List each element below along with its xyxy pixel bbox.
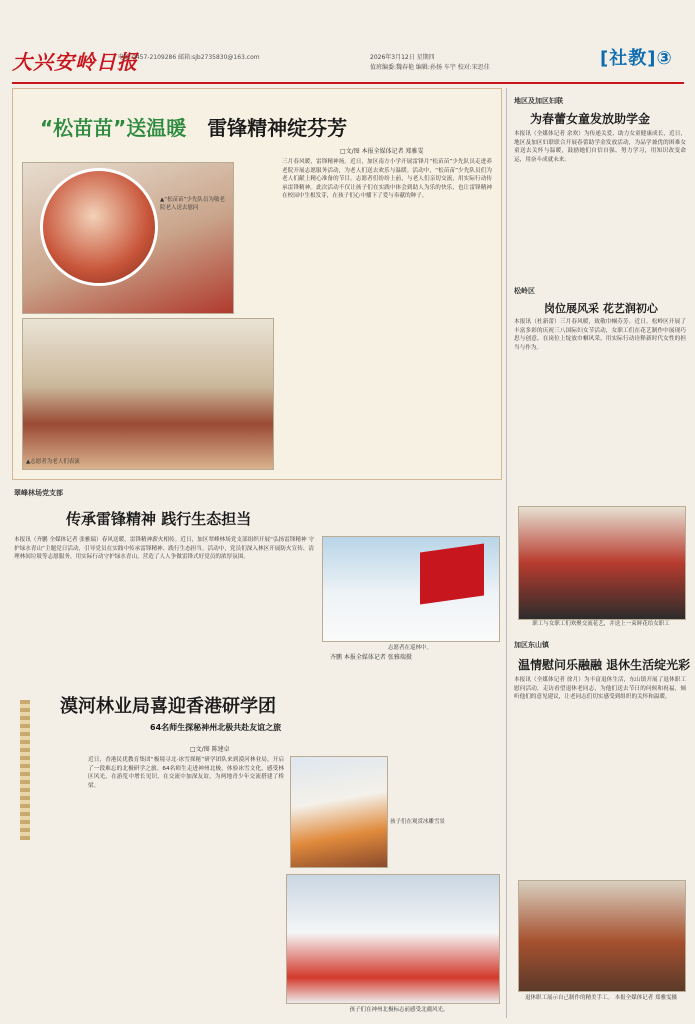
section-tag: [社教]③ xyxy=(600,48,673,69)
article2-headline: 传承雷锋精神 践行生态担当 xyxy=(66,510,252,528)
lead-body: 三月春风暖，雷锋精神扬。近日，加区南方小学开展雷锋月“松苗苗”少先队员走进养老院开展志愿服务活动，为老人们送去欢乐与温暖。活动中，“松苗苗”少先队员们为老人们献上精心准备的节目。志愿者们纷纷上前，与老人们亲切交流，用实际行动传承雷锋精神。此次活动不仅让孩子们在实践中体会到助人为乐的快乐，也让雷锋精神在校园中生根发芽，在孩子们心中播下了爱与奉献的种子。 xyxy=(282,159,492,200)
article2-photo-caption: 志愿者在巡林中。 xyxy=(387,645,432,651)
right-article3-caption-text: 退休职工展示自己制作的精美手工。 xyxy=(524,995,613,1001)
lead-headline xyxy=(40,112,347,141)
lead-photo-2-caption: ▲志愿者为老人们表演 xyxy=(26,459,80,465)
contact-info: 电话:0457-2109286 邮箱:sjb2735830@163.com xyxy=(118,54,260,61)
lead-byline: □文/图 本报全媒体记者 郑雅雯 xyxy=(340,148,424,155)
decorative-border-left xyxy=(20,700,30,840)
article3-subhead: 64名师生探秘神州北极共赴友谊之旅 xyxy=(150,723,282,732)
right-article3-photo-byline: 本报全媒体记者 郑雅雯摄 xyxy=(614,995,677,1001)
article3-photo-2 xyxy=(286,874,500,1004)
article3-headline: 漠河林业局喜迎香港研学团 xyxy=(60,696,276,717)
right-article2-headline: 岗位展风采 花艺润初心 xyxy=(544,302,658,315)
article2-body: 本报讯（齐鹏 全媒体记者 张雅瑞）春风送暖，雷锋精神薪火相传。近日，加区翠峰林场党支部组织开展“弘扬雷锋精神 守护绿水青山”主题党日活动，引导党员在实践中传承雷锋精神、践行生态担当。活动中，党员们深入林区开展防火宣传、清理林间垃圾等志愿服务，用实际行动守护绿水青山，营造了人人争做雷锋式好党员的浓厚氛围。 xyxy=(14,537,314,561)
right-article2-photo xyxy=(518,506,686,620)
issue-date: 2026年3月12日 星期四 xyxy=(370,54,435,61)
article3-photo-2-caption: 孩子们在神州北极标志前感受北疆风光。 xyxy=(349,1007,449,1013)
article2-byline: 齐鹏 本报全媒体记者 张雅瑞摄 xyxy=(330,654,412,661)
article2-unit: 翠峰林场党支部 xyxy=(14,489,63,497)
right-article3-body: 本报讯（全媒体记者 徐月）为丰富退休生活，东山镇开展了退休职工慰问活动，走访看望退休老同志，为他们送去节日的问候和祝福，倾听他们的意见建议，让老同志们切实感受到组织的关怀和温暖。 xyxy=(514,677,686,701)
article3-photo-1-caption: 孩子们在观赏冰雕雪景 xyxy=(390,819,446,825)
article3-photo-1 xyxy=(290,756,388,868)
right-article3-photo-caption xyxy=(518,994,684,1002)
right-article2-body: 本报讯（杜新蕾）三月春风暖，致敬巾帼芬芳。近日，松岭区开展了丰富多彩的庆祝三八国际妇女节活动，女职工们在花艺制作中展现巧思与创意，在岗位上绽放巾帼风采，用实际行动诠释新时代女性的担当与作为。 xyxy=(514,319,686,351)
masthead-divider xyxy=(12,82,684,84)
right-article3-headline: 温情慰问乐融融 退休生活绽光彩 xyxy=(518,658,691,672)
right-article3-photo xyxy=(518,880,686,992)
lead-headline-part1: “松苗苗”送温暖 xyxy=(40,116,187,140)
lead-headline-part2: 雷锋精神绽芬芳 xyxy=(207,116,348,140)
article3-body: 近日，香港民优教育集团“极境寻北·冰雪探秘”研学团队来到漠河林业局，开启了一段难忘的北极研学之旅。64名师生走进神州北极，体验冰雪文化，感受林区风光，在游览中增长见识，在交流中加深友谊，为两地青少年交流搭建了桥梁。 xyxy=(88,757,284,789)
column-divider xyxy=(506,88,507,1018)
right-article1-region: 地区及加区妇联 xyxy=(514,97,563,105)
right-article2-photo-caption: 职工与女职工们欢聚交流花艺，并送上一束鲜花给女职工 xyxy=(532,621,670,627)
editorial-staff: 值班编委:魏春艳 编辑:孙扬 车宇 校对:宋思佳 xyxy=(370,64,490,71)
lead-photo-inset xyxy=(40,168,158,286)
newspaper-logo: 大兴安岭日报 xyxy=(12,50,138,74)
red-flag xyxy=(420,544,484,605)
right-article2-region: 松岭区 xyxy=(514,287,535,295)
lead-photo-1-caption: ▲“松苗苗”少先队员为敬老院老人送去慰问 xyxy=(160,197,225,211)
right-article3-region: 加区东山镇 xyxy=(514,641,549,649)
article3-byline: □文/图 陈建卓 xyxy=(190,746,230,753)
right-article1-body: 本报讯（全媒体记者 余欢）为传递关爱、助力女童健康成长，近日，地区及加区妇联联合开展春蕾助学金发放活动，为品学兼优的困难女童送去关怀与温暖，鼓励她们自信自强、努力学习，用知识改变命运，用奋斗成就未来。 xyxy=(514,131,686,163)
lead-photo-2 xyxy=(22,318,274,470)
right-article1-headline: 为春蕾女童发放助学金 xyxy=(530,112,651,126)
